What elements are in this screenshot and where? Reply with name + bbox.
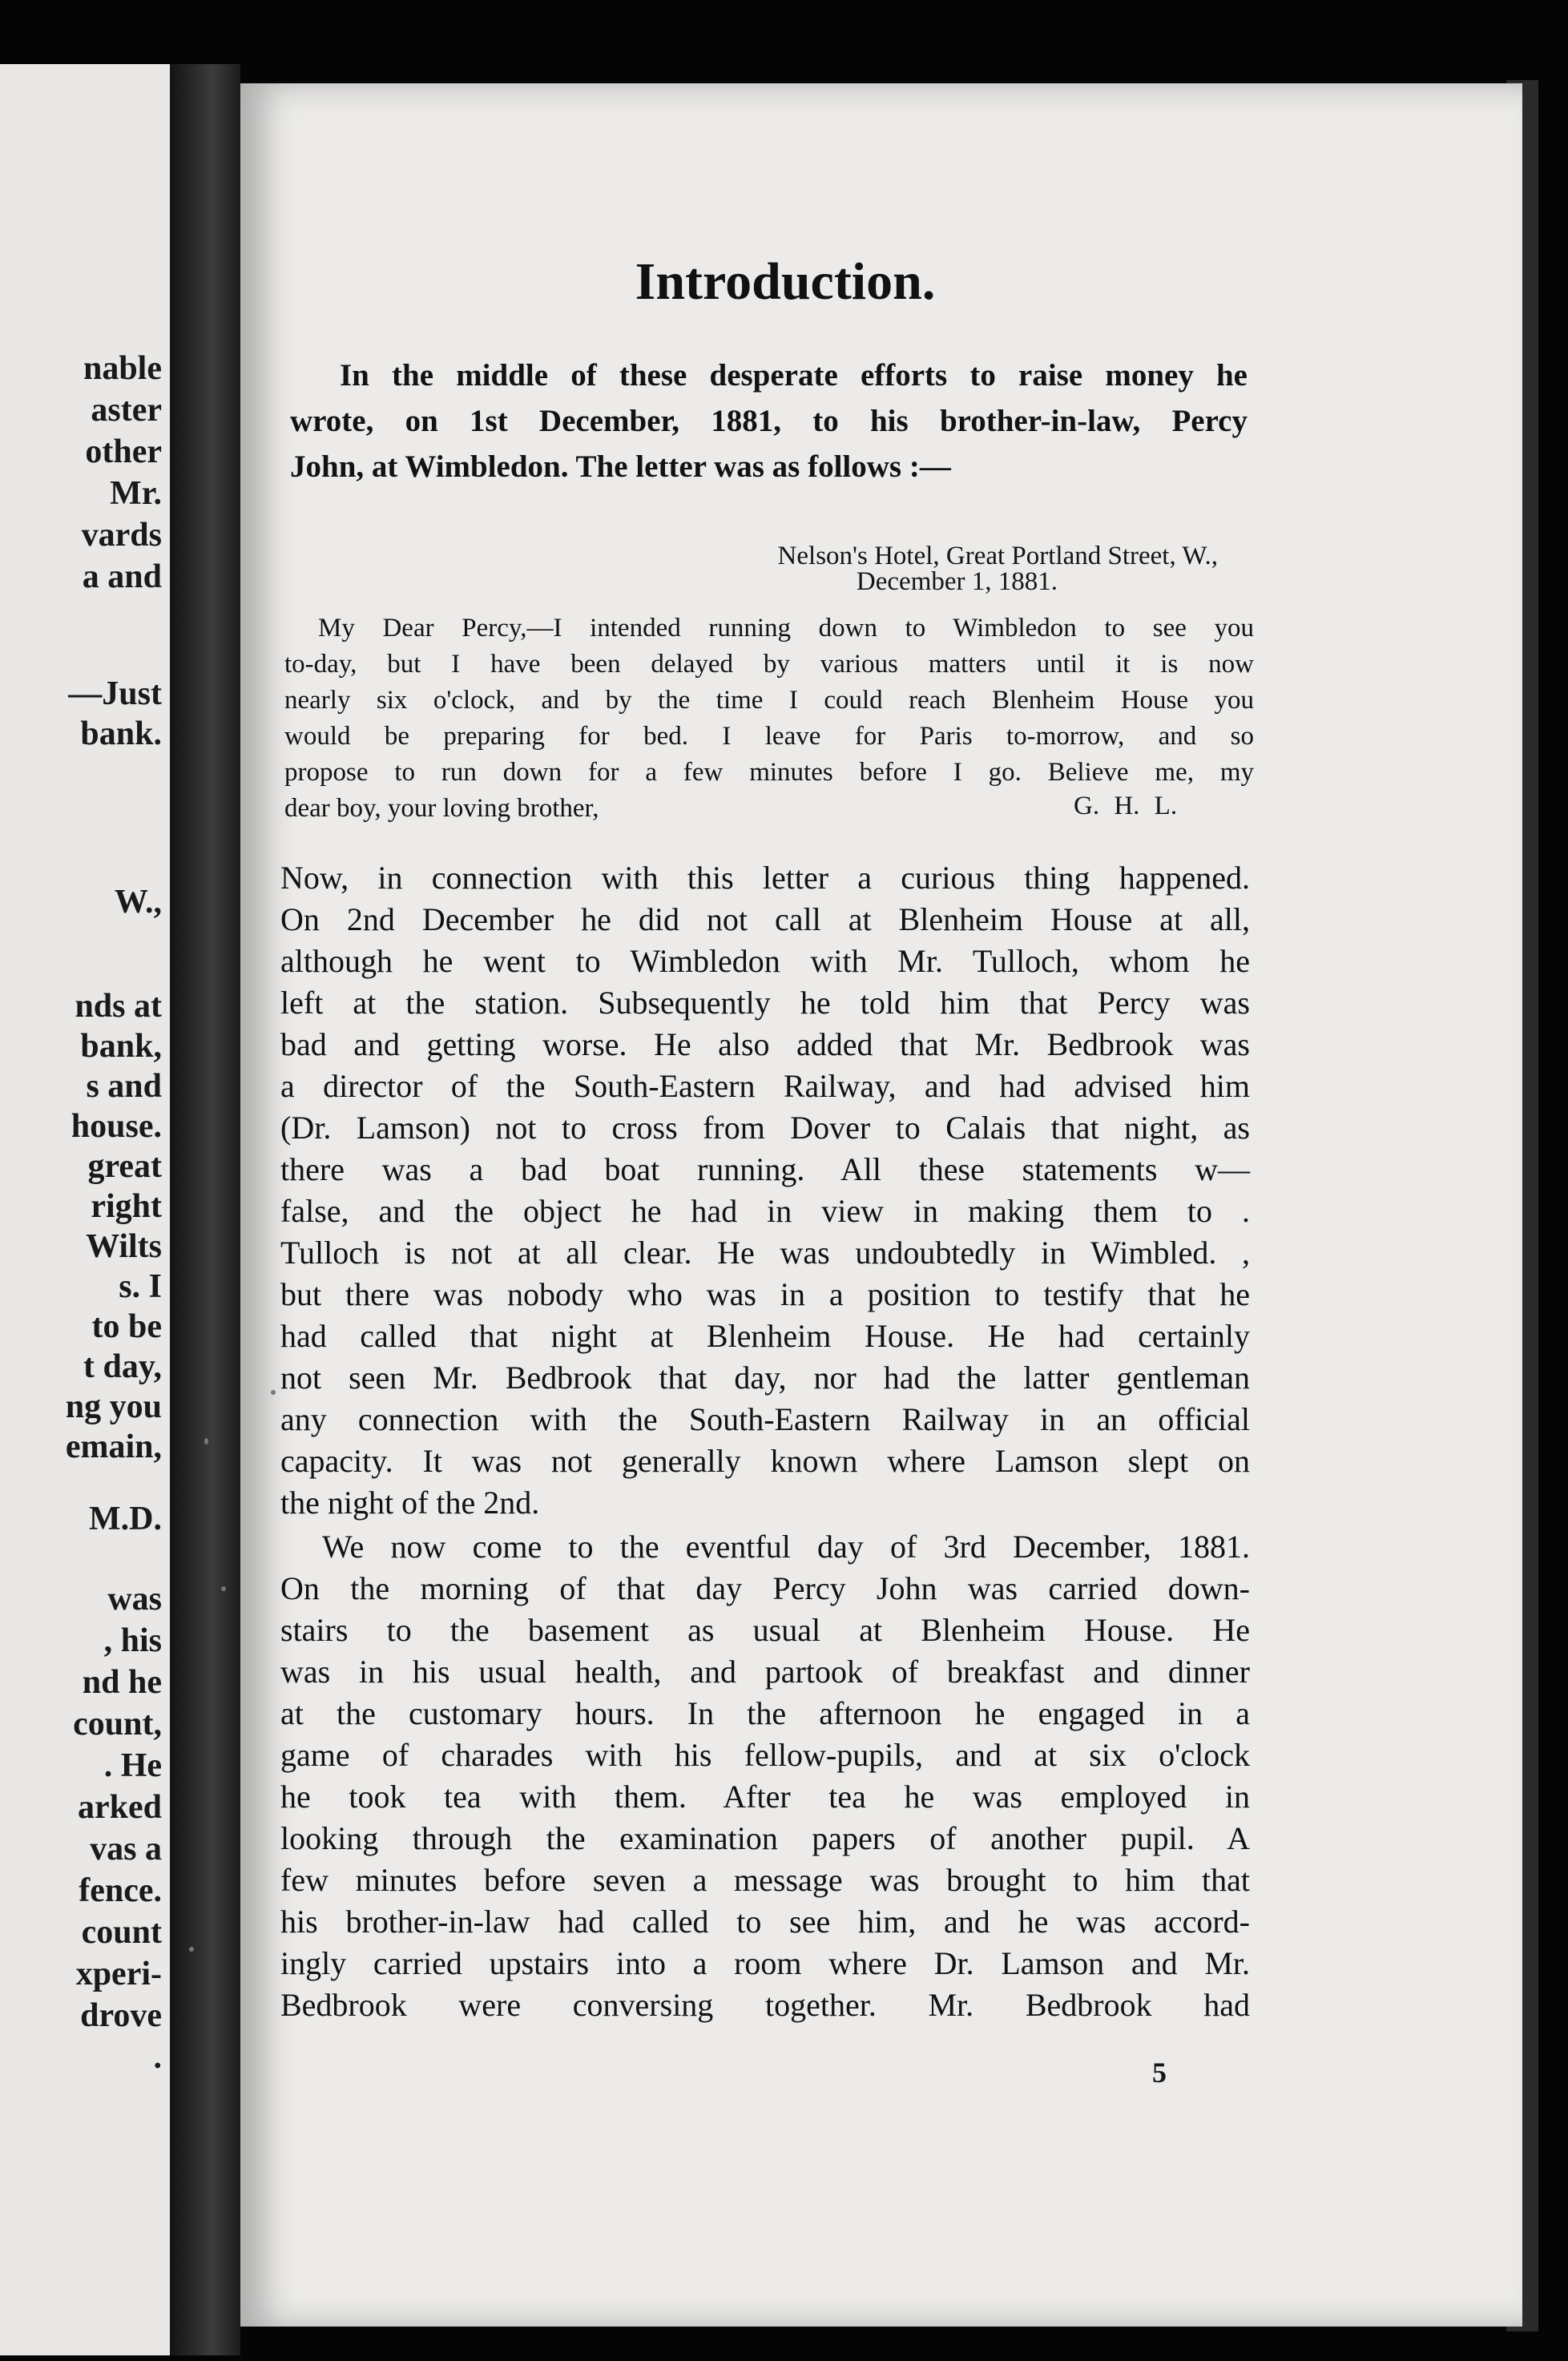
text-line: left at the station. Subsequently he told him that Percy was: [280, 985, 1250, 1021]
body-paragraph-1: [280, 857, 1250, 1524]
left-fragment: bank.: [80, 715, 162, 752]
text-line: had called that night at Blenheim House. He had certainly: [280, 1318, 1250, 1354]
letter-line: would be preparing for bed. I leave for Paris to-morrow, and so: [284, 722, 1254, 751]
left-fragment: count: [81, 1914, 162, 1951]
left-fragment: a and: [82, 558, 162, 595]
left-fragment: count,: [73, 1706, 162, 1743]
text-line: wrote, on 1st December, 1881, to his brother-in-law, Percy: [290, 404, 1248, 438]
text-line: his brother-in-law had called to see him, and he was accord-: [280, 1904, 1250, 1940]
text-line: In the middle of these desperate efforts to raise money he: [340, 358, 1248, 393]
left-fragment: fence.: [79, 1872, 162, 1909]
left-fragment: drove: [80, 1997, 162, 2034]
left-fragment: emain,: [65, 1428, 162, 1465]
text-line: a director of the South-Eastern Railway, and had advised him: [280, 1068, 1250, 1104]
text-line: Tulloch is not at all clear. He was undoubtedly in Wimbled. ,: [280, 1235, 1250, 1271]
left-fragment: M.D.: [89, 1501, 162, 1537]
page-title: Introduction.: [635, 252, 936, 311]
left-fragment: vards: [81, 517, 162, 554]
text-line: any connection with the South-Eastern Railway in an official: [280, 1401, 1250, 1437]
page-number: 5: [1152, 2057, 1167, 2089]
text-line: John, at Wimbledon. The letter was as follows :—: [290, 449, 951, 484]
left-fragment: s and: [86, 1068, 162, 1105]
text-line: (Dr. Lamson) not to cross from Dover to Calais that night, as: [280, 1110, 1250, 1146]
text-line: game of charades with his fellow-pupils, and at six o'clock: [280, 1737, 1250, 1773]
text-line: at the customary hours. In the afternoon he engaged in a: [280, 1695, 1250, 1731]
left-fragment: xperi-: [75, 1956, 162, 1992]
text-line: he took tea with them. After tea he was employed in: [280, 1779, 1250, 1815]
text-line: not seen Mr. Bedbrook that day, nor had the latter gentleman: [280, 1360, 1250, 1396]
left-fragment: Wilts: [86, 1228, 162, 1265]
left-fragment: t day,: [83, 1348, 162, 1385]
text-line: Now, in connection with this letter a curious thing happened.: [280, 860, 1250, 896]
body-paragraph-2: [280, 1526, 1250, 2026]
text-line: was in his usual health, and partook of breakfast and dinner: [280, 1654, 1250, 1690]
letter-date: December 1, 1881.: [856, 567, 1058, 596]
left-fragment: .: [153, 2039, 162, 2076]
text-line: false, and the object he had in view in making them to .: [280, 1193, 1250, 1229]
left-fragment: ng you: [65, 1388, 162, 1425]
text-line: capacity. It was not generally known where Lamson slept on: [280, 1443, 1250, 1479]
text-line: but there was nobody who was in a position to testify that he: [280, 1276, 1250, 1312]
left-fragment: W.,: [114, 884, 162, 921]
scan-speck: [204, 1438, 208, 1444]
letter-line: propose to run down for a few minutes before I go. Believe me, my: [284, 758, 1254, 787]
left-fragment: was: [107, 1581, 162, 1618]
book-spine-gutter: [170, 64, 240, 2355]
text-line: On the morning of that day Percy John was carried down-: [280, 1570, 1250, 1606]
text-line: We now come to the eventful day of 3rd December, 1881.: [322, 1529, 1250, 1565]
left-fragment: s. I: [119, 1268, 162, 1305]
text-line: stairs to the basement as usual at Blenheim House. He: [280, 1612, 1250, 1648]
left-fragment: —Just: [68, 675, 162, 712]
letter-line: dear boy, your loving brother,: [284, 794, 599, 823]
text-line: although he went to Wimbledon with Mr. Tulloch, whom he: [280, 943, 1250, 979]
left-fragment: other: [85, 433, 162, 470]
text-line: there was a bad boat running. All these statements w—: [280, 1151, 1250, 1187]
left-fragment: aster: [91, 392, 162, 429]
text-line: few minutes before seven a message was brought to him that: [280, 1862, 1250, 1898]
text-line: Bedbrook were conversing together. Mr. Bedbrook had: [280, 1987, 1250, 2023]
left-fragment: . He: [103, 1747, 162, 1784]
left-fragment: to be: [91, 1308, 162, 1345]
letter-address: Nelson's Hotel, Great Portland Street, W.,: [777, 542, 1218, 570]
letter-line: My Dear Percy,—I intended running down to Wimbledon to see you: [318, 614, 1254, 643]
text-line: ingly carried upstairs into a room where Dr. Lamson and Mr.: [280, 1945, 1250, 1981]
left-fragment: vas a: [90, 1831, 162, 1867]
left-fragment: right: [91, 1188, 162, 1225]
letter-signature: G. H. L.: [1074, 792, 1178, 820]
left-fragment: nds at: [75, 988, 162, 1025]
intro-paragraph: [290, 353, 1248, 490]
left-fragment: nable: [83, 350, 162, 387]
left-fragment: house.: [71, 1108, 162, 1145]
text-line: On 2nd December he did not call at Blenheim House at all,: [280, 901, 1250, 937]
scan-speck: [189, 1947, 194, 1952]
text-line: looking through the examination papers of another pupil. A: [280, 1820, 1250, 1856]
scan-speck: [221, 1586, 226, 1591]
left-fragment: bank,: [80, 1028, 162, 1065]
left-fragment: Mr.: [110, 475, 162, 512]
left-fragment: great: [87, 1148, 162, 1185]
previous-page-edge: [0, 64, 170, 2355]
left-fragment: arked: [78, 1789, 162, 1826]
left-fragment: nd he: [82, 1664, 162, 1701]
text-line: bad and getting worse. He also added that Mr. Bedbrook was: [280, 1026, 1250, 1062]
text-line: the night of the 2nd.: [280, 1485, 540, 1521]
letter-line: to-day, but I have been delayed by various matters until it is now: [284, 650, 1254, 679]
scan-speck: [271, 1390, 276, 1395]
letter-line: nearly six o'clock, and by the time I could reach Blenheim House you: [284, 686, 1254, 715]
left-fragment: , his: [103, 1622, 162, 1659]
